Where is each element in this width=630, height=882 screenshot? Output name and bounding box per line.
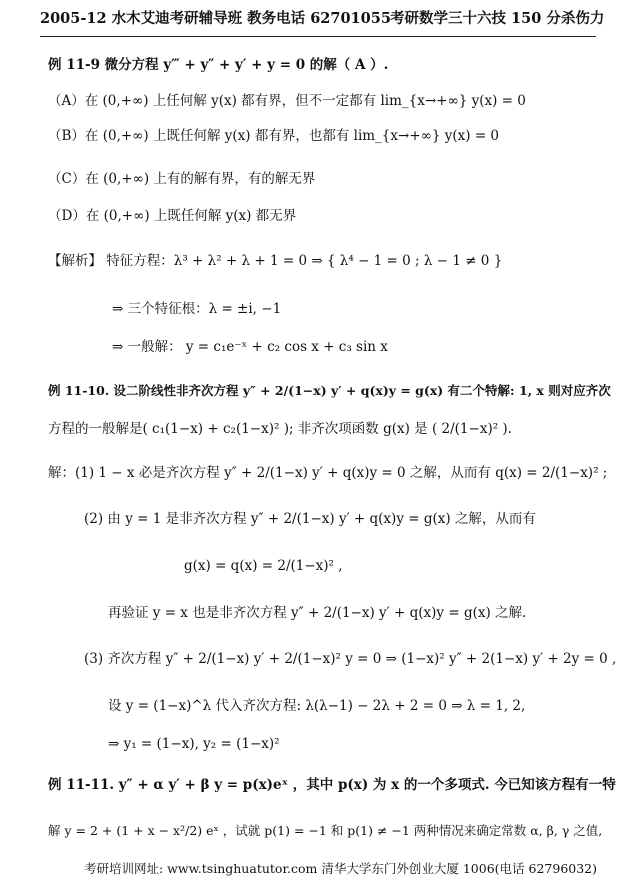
option-d: （D）在 (0,+∞) 上既任何解 y(x) 都无界 xyxy=(48,208,297,224)
example-11-10-stem-1: 例 11-10. 设二阶线性非齐次方程 y″ + 2/(1−x) y′ + q(x)y = g(x) 有二个特解: 1, x 则对应齐次 xyxy=(48,383,611,398)
option-a: （A）在 (0,+∞) 上任何解 y(x) 都有界，但不一定都有 lim_{x→+∞} y(x) = 0 xyxy=(48,93,526,109)
example-11-11-stem-1: 例 11-11. y″ + α y′ + β y = p(x)eˣ ，其中 p(x) 为 x 的一个多项式. 今已知该方程有一特 xyxy=(48,777,616,793)
header-rule xyxy=(40,36,596,37)
solution-substitute: 设 y = (1−x)^λ 代入齐次方程: λ(λ−1) − 2λ + 2 = 0 ⇒ λ = 1, 2, xyxy=(108,698,526,714)
analysis-general-solution: ⇒ 一般解： y = c₁e⁻ˣ + c₂ cos x + c₃ sin x xyxy=(112,339,388,355)
solution-gx: g(x) = q(x) = 2/(1−x)² , xyxy=(184,558,343,574)
analysis-roots: ⇒ 三个特征根：λ = ±i, −1 xyxy=(112,301,282,317)
example-11-10-stem-2: 方程的一般解是( c₁(1−x) + c₂(1−x)² ); 非齐次项函数 g(x) 是 ( 2/(1−x)² ). xyxy=(48,421,512,437)
solution-part-3: (3) 齐次方程 y″ + 2/(1−x) y′ + 2/(1−x)² y = 0 ⇒ (1−x)² y″ + 2(1−x) y′ + 2y = 0 , xyxy=(84,651,617,667)
footer: 考研培训网址: www.tsinghuatutor.com 清华大学东门外创业大厦 1006(电话 62796032) xyxy=(84,861,598,876)
analysis-characteristic-eq: 【解析】 特征方程：λ³ + λ² + λ + 1 = 0 ⇒ { λ⁴ − 1 = 0 ; λ − 1 ≠ 0 } xyxy=(48,253,503,269)
header-left: 2005-12 水木艾迪考研辅导班 教务电话 62701055 xyxy=(40,10,391,27)
solution-result: ⇒ y₁ = (1−x), y₂ = (1−x)² xyxy=(108,736,280,752)
solution-verify: 再验证 y = x 也是非齐次方程 y″ + 2/(1−x) y′ + q(x)y = g(x) 之解. xyxy=(108,605,527,621)
option-c: （C）在 (0,+∞) 上有的解有界，有的解无界 xyxy=(48,171,316,187)
solution-part-2: (2) 由 y = 1 是非齐次方程 y″ + 2/(1−x) y′ + q(x)y = g(x) 之解，从而有 xyxy=(84,511,536,527)
example-11-11-stem-2: 解 y = 2 + (1 + x − x²/2) eˣ ，试就 p(1) = −1 和 p(1) ≠ −1 两种情况来确定常数 α, β, γ 之值, xyxy=(48,823,603,838)
example-11-9-stem: 例 11-9 微分方程 y‴ + y″ + y′ + y = 0 的解（ A ）. xyxy=(48,57,389,73)
header-right: 考研数学三十六技 150 分杀伤力 xyxy=(390,10,605,27)
solution-part-1: 解：(1) 1 − x 必是齐次方程 y″ + 2/(1−x) y′ + q(x)y = 0 之解，从而有 q(x) = 2/(1−x)² ; xyxy=(48,465,608,481)
option-b: （B）在 (0,+∞) 上既任何解 y(x) 都有界，也都有 lim_{x→+∞} y(x) = 0 xyxy=(48,128,500,144)
